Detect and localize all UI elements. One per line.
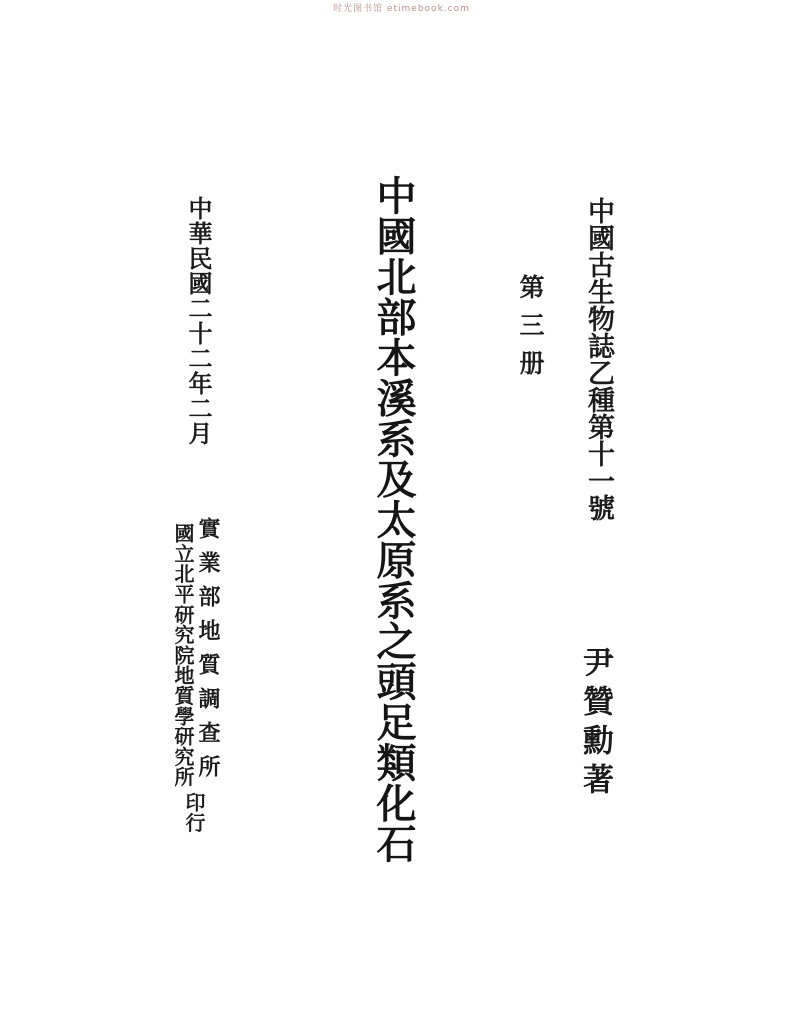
series-title: 中國古生物誌乙種第十一號 <box>584 197 614 521</box>
volume-label: 第三册 <box>516 274 543 388</box>
publisher-geological-survey: 實業部地質調查所 <box>196 517 221 789</box>
publisher-printed-by-suffix: 印行 <box>182 792 204 833</box>
author-name: 尹贊勳著 <box>578 646 613 802</box>
publisher-peiping-research-institute: 國立北平研究院地質學研究所 <box>171 523 193 787</box>
publication-date: 中華民國二十二年二月 <box>184 196 210 446</box>
main-title: 中國北部本溪系及太原系之頭足類化石 <box>371 175 416 864</box>
watermark-text: 时光图书馆 etimebook.com <box>333 4 470 14</box>
